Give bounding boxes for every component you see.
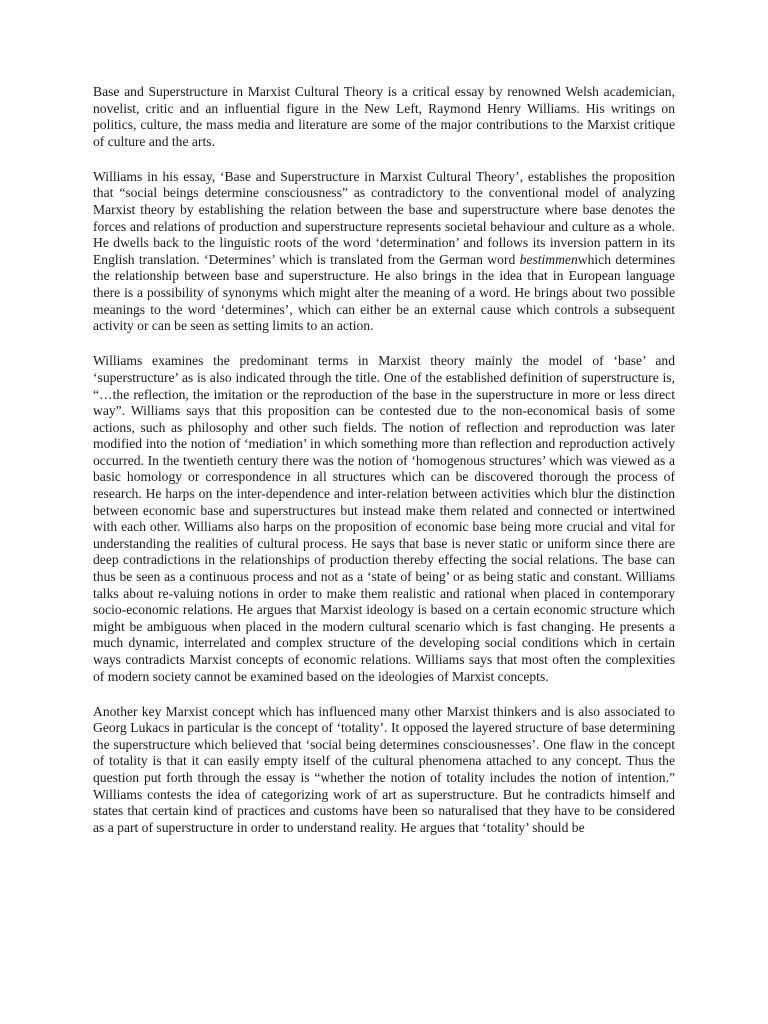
paragraph-intro: Base and Superstructure in Marxist Cultural Theory is a critical essay by renowned Welsh academician, novelist, critic and an influential figure in the New Left, Raymond Henry Williams. His writings on politics, culture, the mass media and literature are some of the major contributions to the Marxist critique of culture and the arts. (93, 84, 675, 149)
paragraph-determination-text-start: Williams in his essay, ‘Base and Superstructure in Marxist Cultural Theory’, establishes the proposition that “social beings determine consciousness” as contradictory to the conventional model of analyzing Marxist theory by establishing the relation between the base and superstructure where base denotes the forces and relations of production and superstructure represents societal behaviour and culture as a whole. He dwells back to the linguistic roots of the word ‘determination’ and follows its inversion pattern in its English translation. ‘Determines’ which is translated from the German word (93, 168, 675, 267)
paragraph-determination-text-end: which determines the relationship between base and superstructure. He also brings in the idea that in European language there is a possibility of synonyms which might alter the meaning of a word. He brings about two possible meanings to the word ‘determines’, which can either be an external cause which controls a subsequent activity or can be seen as setting limits to an action. (93, 251, 675, 334)
document-page (93, 84, 675, 855)
paragraph-totality: Another key Marxist concept which has influenced many other Marxist thinkers and is also associated to Georg Lukacs in particular is the concept of ‘totality’. It opposed the layered structure of base determining the superstructure which believed that ‘social being determines consciousnesses’. One flaw in the concept of totality is that it can easily empty itself of the cultural phenomena attached to any concept. Thus the question put forth through the essay is “whether the notion of totality includes the notion of intention.” Williams contests the idea of categorizing work of art as superstructure. But he contradicts himself and states that certain kind of practices and customs have been so naturalised that they have to be considered as a part of superstructure in order to understand reality. He argues that ‘totality’ should be (93, 703, 675, 835)
german-term-bestimmen: bestimmen (519, 251, 578, 267)
paragraph-determination (93, 169, 675, 335)
paragraph-base-superstructure: Williams examines the predominant terms in Marxist theory mainly the model of ‘base’ and ‘superstructure’ as is also indicated through the title. One of the established definition of superstructure is, “…the reflection, the imitation or the reproduction of the base in the superstructure in more or less direct way”. Williams says that this proposition can be contested due to the non-economical basis of some actions, such as philosophy and other such fields. The notion of reflection and reproduction was later modified into the notion of ‘mediation’ in which something more than reflection and reproduction actively occurred. In the twentieth century there was the notion of ‘homogenous structures’ which was viewed as a basic homology or correspondence in all structures which can be discovered thorough the process of research. He harps on the inter-dependence and inter-relation between activities which blur the distinction between economic base and superstructures but instead make them related and connected or intertwined with each other. Williams also harps on the proposition of economic base being more crucial and vital for understanding the realities of cultural process. He says that base is never static or uniform since there are deep contradictions in the relationships of production thereby effecting the social relations. The base can thus be seen as a continuous process and not as a ‘state of being’ or as being static and constant. Williams talks about re-valuing notions in order to make them realistic and rational when placed in contemporary socio-economic relations. He argues that Marxist ideology is based on a certain economic structure which might be ambiguous when placed in the modern cultural scenario which is fast changing. He presents a much dynamic, interrelated and complex structure of the developing social conditions which in certain ways contradicts Marxist concepts of economic relations. Williams says that most often the complexities of modern society cannot be examined based on the ideologies of Marxist concepts. (93, 353, 675, 684)
